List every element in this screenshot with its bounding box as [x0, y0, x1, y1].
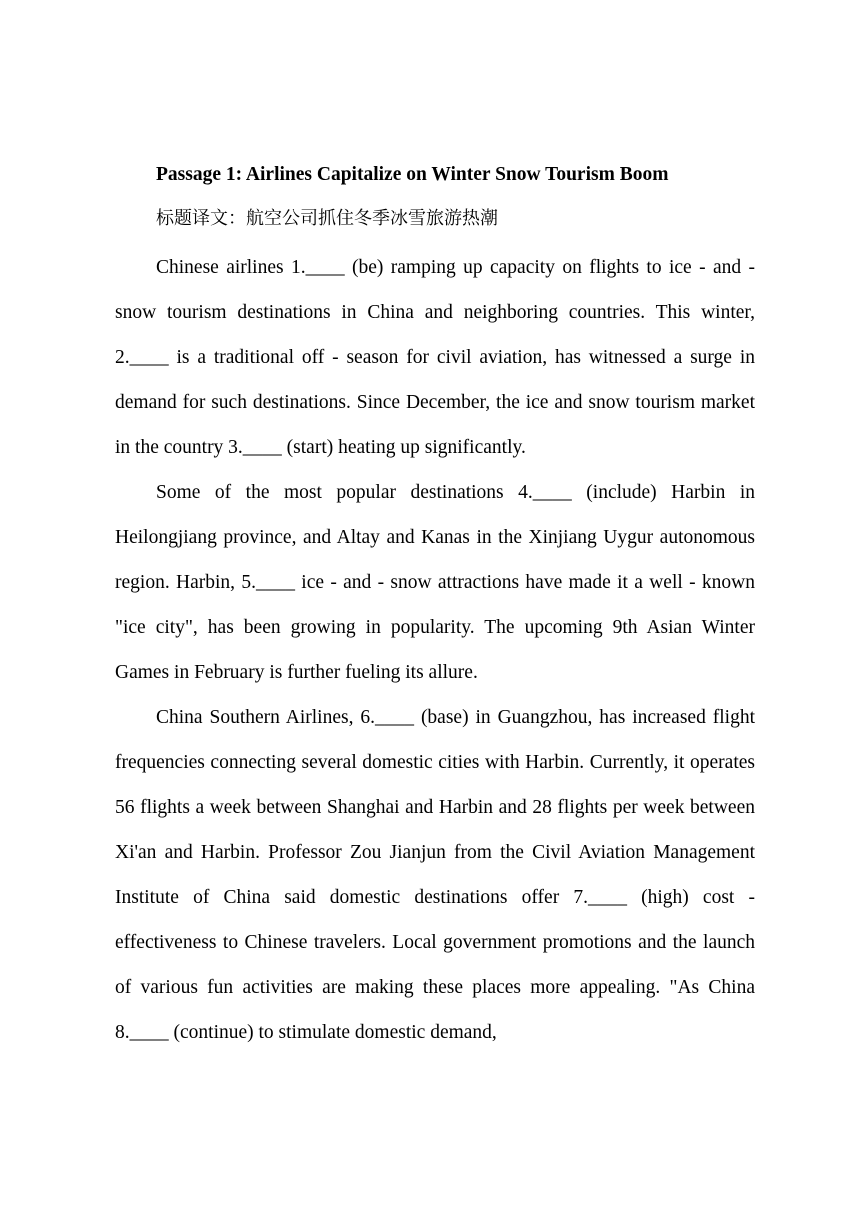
- passage-title: Passage 1: Airlines Capitalize on Winter Snow Tourism Boom: [156, 164, 669, 185]
- paragraph-3: China Southern Airlines, 6.____ (base) in Guangzhou, has increased flight frequencies connecting several domestic cities with Harbin. Currently, it operates 56 flights a week between Shanghai and Harbin and 28 flights per week between Xi'an and Harbin. Professor Zou Jianjun from the Civil Aviation Management Institute of China said domestic destinations offer 7.____ (high) cost - effectiveness to Chinese travelers. Local government promotions and the launch of various fun activities are making these places more appealing. "As China 8.____ (continue) to stimulate domestic demand,: [115, 707, 755, 1043]
- paragraph-2: Some of the most popular destinations 4.____ (include) Harbin in Heilongjiang province, and Altay and Kanas in the Xinjiang Uygur autonomous region. Harbin, 5.____ ice - and - snow attractions have made it a well - known "ice city", has been growing in popularity. The upcoming 9th Asian Winter Games in February is further fueling its allure.: [115, 482, 755, 683]
- paragraph-1: Chinese airlines 1.____ (be) ramping up capacity on flights to ice - and - snow tourism destinations in China and neighboring countries. This winter, 2.____ is a traditional off - season for civil aviation, has witnessed a surge in demand for such destinations. Since December, the ice and snow tourism market in the country 3.____ (start) heating up significantly.: [115, 257, 755, 458]
- title-translation: 标题译文：航空公司抓住冬季冰雪旅游热潮: [156, 208, 498, 229]
